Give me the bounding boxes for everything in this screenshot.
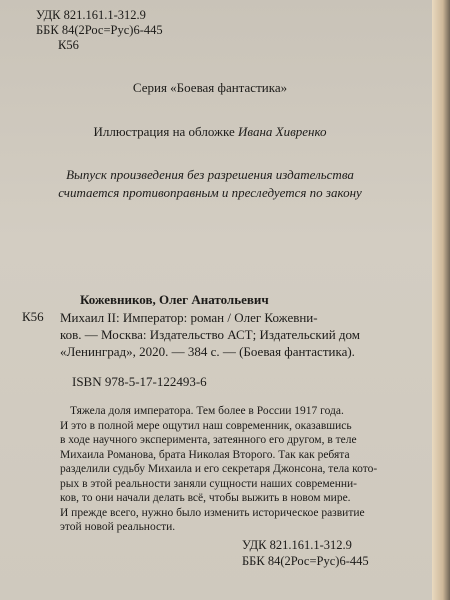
illustration-prefix: Иллюстрация на обложке — [93, 124, 235, 139]
author-sign: К56 — [58, 38, 79, 52]
annotation-line: ков, то они начали делать всё, чтобы выжить в новом мире. — [60, 492, 351, 504]
record-author-sign: К56 — [22, 309, 44, 324]
biblio-line: Михаил II: Император: роман / Олег Кожевни- — [60, 310, 318, 325]
annotation — [60, 404, 377, 535]
annotation-line: в ходе научного эксперимента, затеянного его другом, в теле — [60, 434, 357, 446]
warning-line-1: Выпуск произведения без разрешения издательства — [66, 167, 354, 182]
annotation-line: этой новой реальности. — [60, 521, 176, 533]
record-author: Кожевников, Олег Анатольевич — [80, 292, 269, 307]
footer-bbk-code: ББК 84(2Рос=Рус)6-445 — [242, 554, 369, 568]
annotation-line: Михаила Романова, брата Николая Второго. Так как ребята — [60, 448, 350, 461]
illustration-artist: Ивана Хивренко — [238, 124, 327, 139]
classification-header — [36, 8, 163, 53]
warning-line-2: считается противоправным и преследуется по закону — [58, 185, 362, 200]
annotation-line: И прежде всего, нужно было изменить историческое развитие — [60, 506, 365, 519]
illustration-credit — [0, 124, 420, 140]
series-line: Серия «Боевая фантастика» — [132, 80, 288, 95]
page-edge — [432, 0, 450, 600]
isbn: ISBN 978-5-17-122493-6 — [72, 374, 207, 389]
copyright-warning — [0, 166, 420, 202]
footer-udc-code: УДК 821.161.1-312.9 — [242, 538, 352, 552]
bbk-code: ББК 84(2Рос=Рус)6-445 — [36, 23, 163, 37]
classification-footer — [242, 537, 369, 569]
udc-code: УДК 821.161.1-312.9 — [36, 8, 146, 22]
annotation-line: рых в этой реальности заняли сущности наших современни- — [60, 477, 358, 490]
annotation-line: Тяжела доля императора. Тем более в России 1917 года. — [70, 405, 344, 417]
annotation-line: И это в полной мере ощутил наш современник, оказавшись — [60, 419, 352, 432]
biblio-line: «Ленинград», 2020. — 384 с. — (Боевая фантастика). — [60, 344, 355, 359]
bibliographic-description — [60, 309, 408, 360]
biblio-line: ков. — Москва: Издательство АСТ; Издательский дом — [60, 327, 361, 342]
annotation-line: разделили судьбу Михаила и его секретаря Джонсона, тела кото- — [60, 463, 378, 475]
